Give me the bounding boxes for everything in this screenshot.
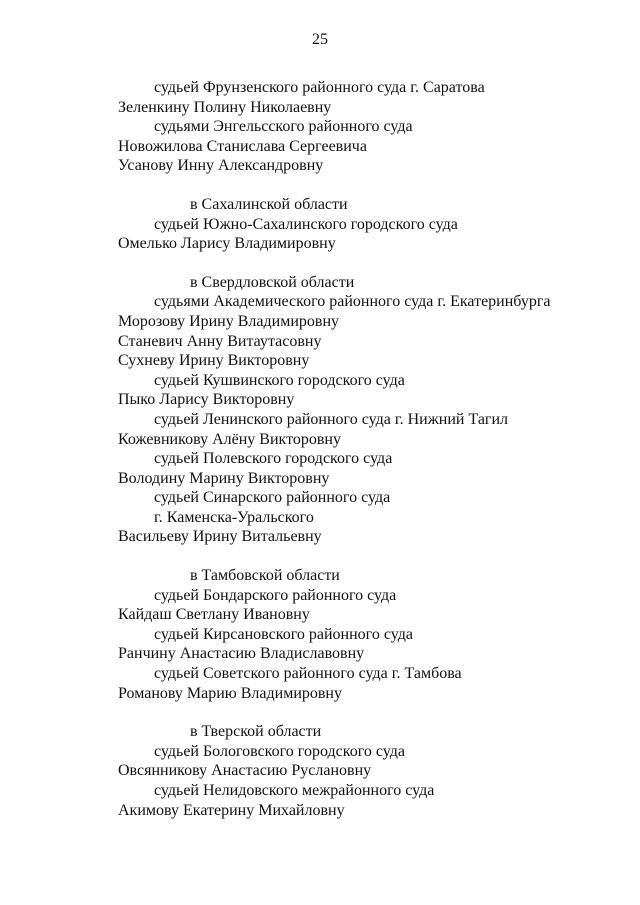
spacer: [118, 703, 618, 722]
person-line: Новожилова Станислава Сергеевича: [118, 137, 367, 155]
person-line: Кайдаш Светлану Ивановну: [118, 606, 310, 624]
person-line: Ранчину Анастасию Владиславовну: [118, 645, 365, 663]
region-heading: в Тамбовской области: [190, 567, 340, 585]
court-line: судьей Ленинского районного суда г. Нижний Тагил: [154, 410, 509, 428]
person-line: Морозову Ирину Владимировну: [118, 312, 340, 330]
court-line: судьей Кирсановского районного суда: [154, 625, 413, 643]
document-body: [118, 78, 618, 820]
court-line: г. Каменска-Уральского: [154, 508, 314, 526]
court-line: судьями Энгельсского районного суда: [154, 118, 413, 136]
page-number: 25: [312, 31, 328, 48]
spacer: [118, 254, 618, 273]
court-line: судьей Бологовского городского суда: [154, 742, 405, 760]
spacer: [118, 547, 618, 566]
person-line: Акимову Екатерину Михайловну: [118, 801, 345, 819]
court-line: судьей Бондарского районного суда: [154, 586, 397, 604]
region-heading: в Свердловской области: [190, 273, 355, 291]
region-heading: в Тверской области: [190, 723, 322, 741]
person-line: Сухневу Ирину Викторовну: [118, 352, 310, 370]
person-line: Пыко Ларису Викторовну: [118, 391, 295, 409]
court-line: судьей Фрунзенского районного суда г. Саратова: [154, 79, 485, 96]
person-line: Станевич Анну Витаутасовну: [118, 332, 322, 350]
region-heading: в Сахалинской области: [190, 195, 348, 213]
court-line: судьей Нелидовского межрайонного суда: [154, 782, 435, 799]
court-line: судьей Синарского районного суда: [154, 489, 391, 507]
person-line: Васильеву Ирину Витальевну: [118, 528, 322, 546]
person-line: Романову Марию Владимировну: [118, 684, 342, 702]
court-line: судьями Академического районного суда г. Екатеринбурга: [154, 293, 551, 311]
court-line: судьей Южно-Сахалинского городского суда: [154, 215, 458, 233]
person-line: Володину Марину Викторовну: [118, 469, 330, 487]
court-line: судьей Кушвинского городского суда: [154, 371, 405, 389]
person-line: Омелько Ларису Владимировну: [118, 235, 336, 253]
court-line: судьей Полевского городского суда: [154, 450, 393, 468]
person-line: Кожевникову Алёну Викторовну: [118, 430, 341, 448]
person-line: Овсянникову Анастасию Руслановну: [118, 762, 372, 780]
spacer: [118, 176, 618, 195]
court-line: судьей Советского районного суда г. Тамбова: [154, 665, 462, 683]
person-line: Усанову Инну Александровну: [118, 157, 324, 175]
person-line: Зеленкину Полину Николаевну: [118, 98, 332, 116]
